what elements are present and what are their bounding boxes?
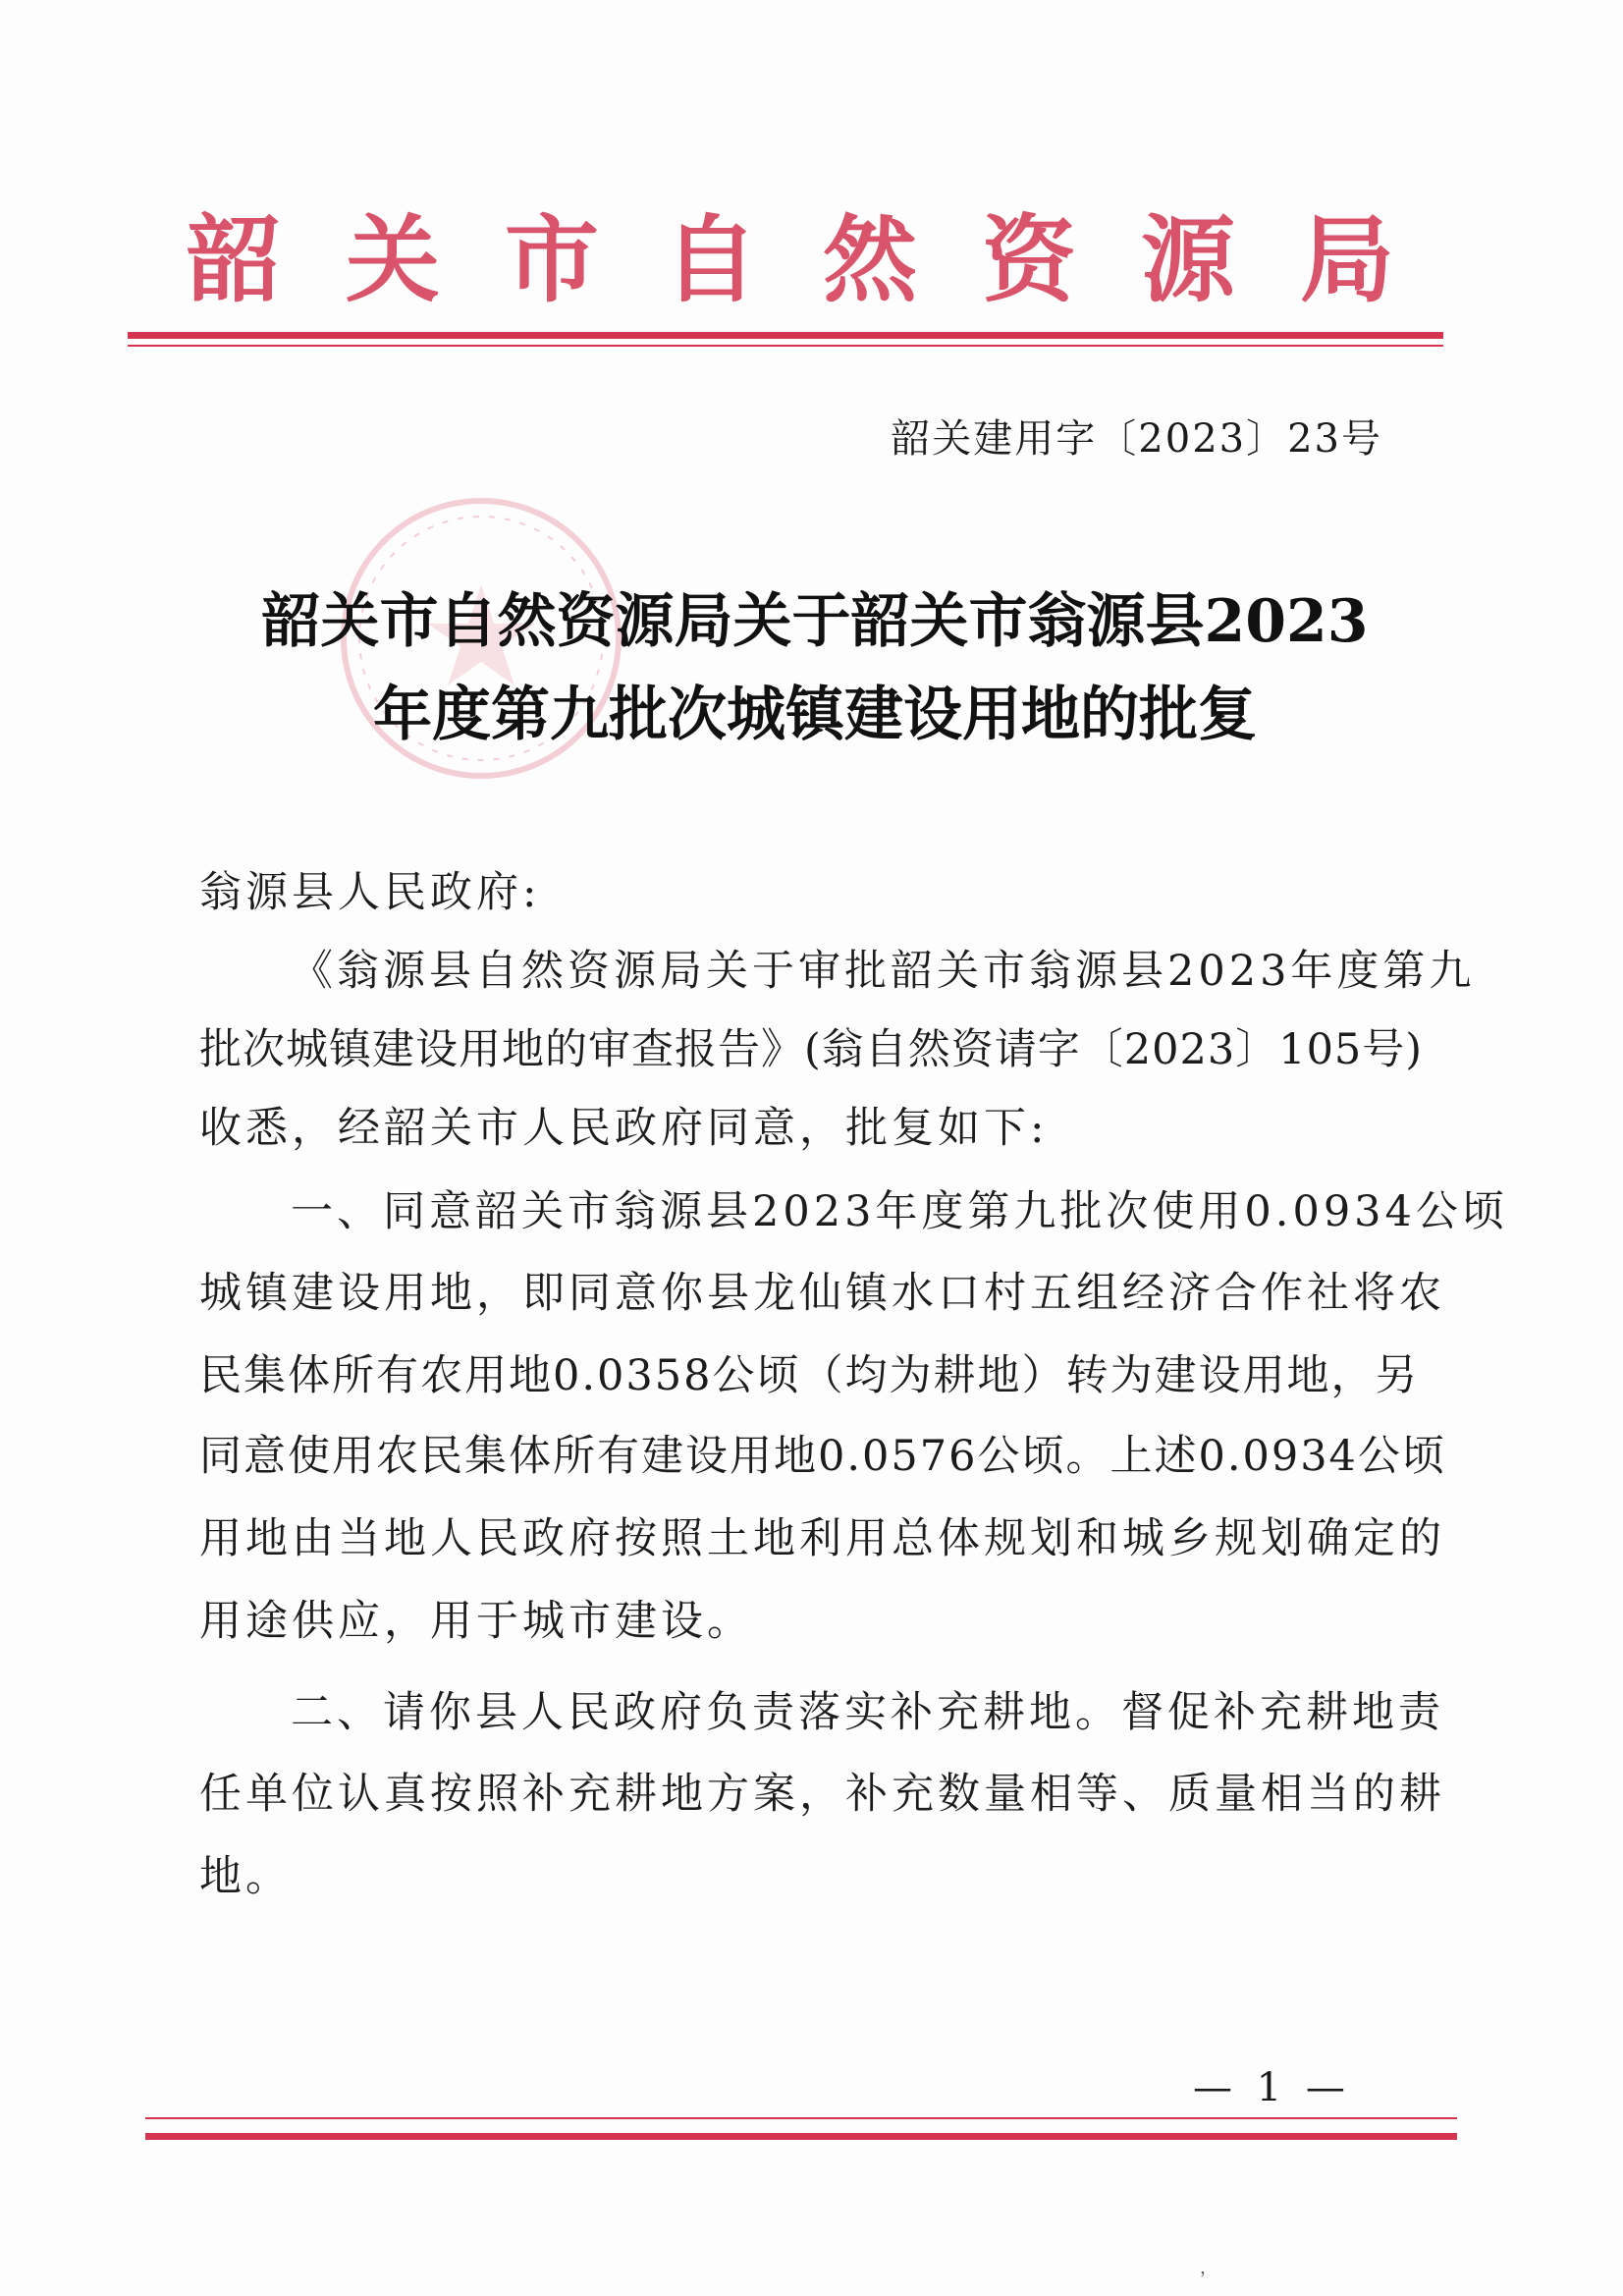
salutation: 翁源县人民政府: (199, 868, 541, 917)
paragraph-line: 同意使用农民集体所有建设用地0.0576公顷。上述0.0934公顷 (199, 1432, 1446, 1481)
masthead-char: 市 (505, 204, 599, 315)
masthead-char: 韶 (187, 204, 281, 315)
paragraph-line: 任单位认真按照补充耕地方案，补充数量相等、质量相当的耕 (199, 1770, 1445, 1819)
masthead-char: 关 (346, 204, 440, 315)
masthead-title (187, 206, 1394, 314)
footer-rule-thin (145, 2117, 1457, 2119)
paragraph-line: 用地由当地人民政府按照土地利用总体规划和城乡规划确定的 (199, 1514, 1445, 1563)
paragraph-line: 一、同意韶关市翁源县2023年度第九批次使用0.0934公顷 (291, 1187, 1508, 1236)
paragraph-line: 批次城镇建设用地的审查报告》(翁自然资请字〔2023〕105号) (199, 1025, 1424, 1074)
paragraph-line: 收悉，经韶关市人民政府同意，批复如下: (199, 1104, 1049, 1153)
masthead-char: 局 (1300, 204, 1394, 315)
header-rule-thick (128, 332, 1443, 339)
masthead-char: 源 (1141, 204, 1235, 315)
paragraph-line: 民集体所有农用地0.0358公顷（均为耕地）转为建设用地，另 (199, 1351, 1420, 1400)
paragraph-line: 城镇建设用地，即同意你县龙仙镇水口村五组经济合作社将农 (199, 1269, 1445, 1318)
masthead-char: 然 (823, 204, 917, 315)
header-rule-thin (128, 345, 1443, 347)
paragraph-line: 《翁源县自然资源局关于审批韶关市翁源县2023年度第九 (291, 947, 1476, 996)
masthead-char: 自 (664, 204, 758, 315)
document-number: 韶关建用字〔2023〕23号 (891, 416, 1382, 462)
paragraph-line: 地。 (199, 1852, 292, 1901)
masthead-char: 资 (982, 204, 1076, 315)
paragraph-line: 用途供应，用于城市建设。 (199, 1597, 753, 1646)
page-number: — 1 — (1193, 2065, 1351, 2110)
footer-rule-thick (145, 2133, 1457, 2140)
document-title-line2: 年度第九批次城镇建设用地的批复 (373, 681, 1257, 749)
document-title-line1: 韶关市自然资源局关于韶关市翁源县2023 (261, 587, 1369, 656)
scan-speck: ， (1200, 2258, 1217, 2278)
paragraph-line: 二、请你县人民政府负责落实补充耕地。督促补充耕地责 (291, 1688, 1444, 1737)
